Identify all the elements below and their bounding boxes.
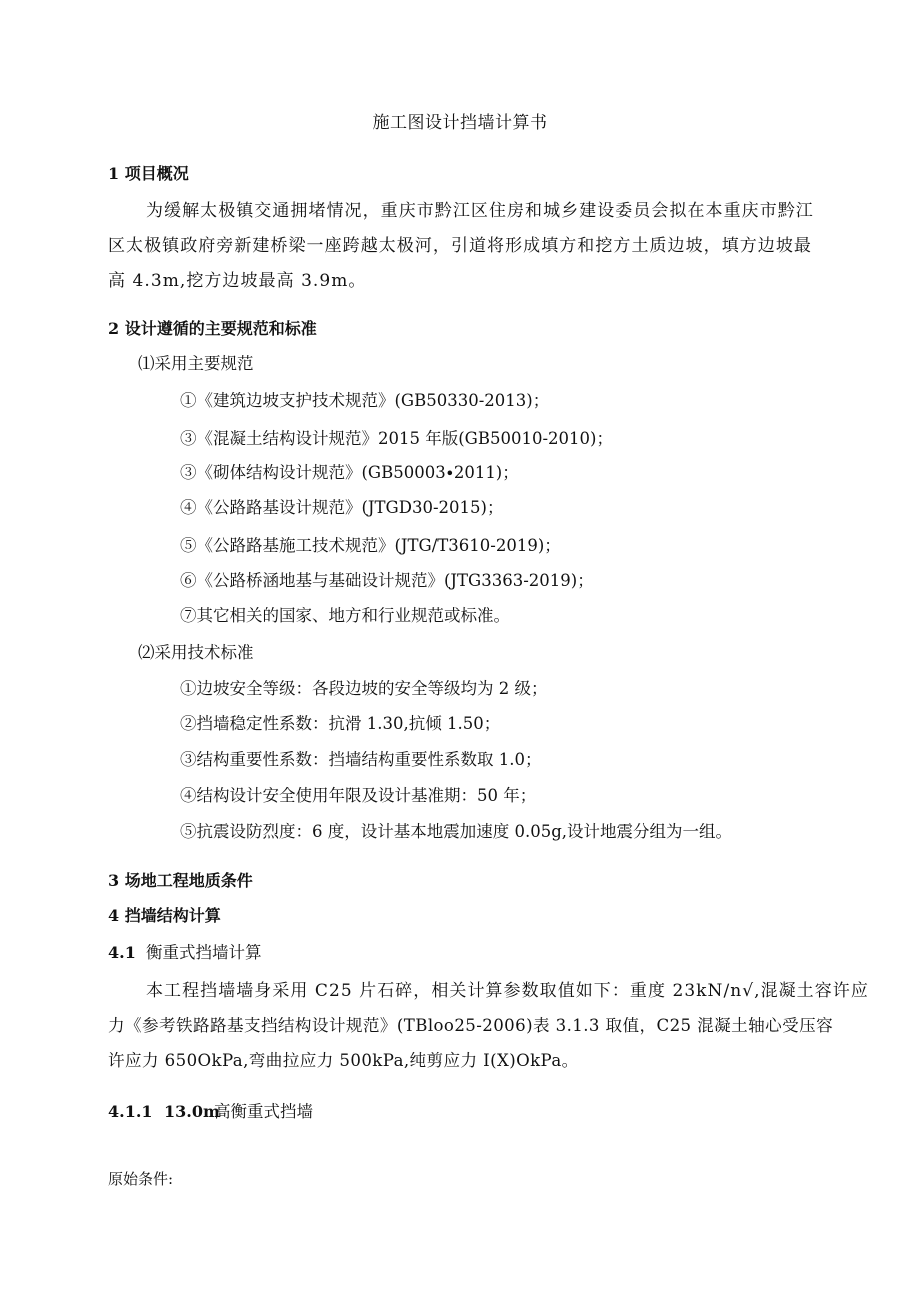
section-4-1-1-height: 13.0m: [164, 1102, 220, 1121]
section-1-paragraph-line-2: 区太极镇政府旁新建桥梁一座跨越太极河，引道将形成填方和挖方土质边坡，填方边坡最: [108, 236, 812, 256]
section-4-1-paragraph-line-2: 力《参考铁路路基支挡结构设计规范》(TBloo25-2006)表 3.1.3 取值，C25 混凝土轴心受压容: [108, 1016, 834, 1035]
section-3-heading: 3 场地工程地质条件: [108, 871, 253, 890]
section-1-heading: 1 项目概况: [108, 164, 189, 183]
section-1-paragraph-line-3: 高 4.3m,挖方边坡最高 3.9m。: [108, 271, 367, 291]
standard-item: ⑤《公路路基施工技术规范》(JTG/T3610-2019)；: [180, 536, 561, 555]
standard-item: ③《混凝土结构设计规范》2015 年版(GB50010-2010)；: [180, 429, 613, 448]
technical-standard-item: ④结构设计安全使用年限及设计基准期：50 年；: [180, 786, 537, 805]
standard-item: ④《公路路基设计规范》(JTGD30-2015)；: [180, 498, 504, 517]
section-2-sub-2-heading: ⑵采用技术标准: [138, 643, 254, 662]
section-4-1-number: 4.1: [108, 943, 136, 962]
technical-standard-item: ⑤抗震设防烈度：6 度，设计基本地震加速度 0.05g,设计地震分组为一组。: [180, 822, 733, 841]
page-title: 施工图设计挡墙计算书: [372, 113, 548, 133]
section-4-1-1-number: 4.1.1: [108, 1102, 153, 1121]
section-4-1-paragraph-line-3: 许应力 650OkPa,弯曲拉应力 500kPa,纯剪应力 I(X)OkPa。: [108, 1051, 579, 1070]
section-4-heading: 4 挡墙结构计算: [108, 906, 221, 925]
technical-standard-item: ③结构重要性系数：挡墙结构重要性系数取 1.0；: [180, 750, 542, 769]
section-4-1-1-heading: 高衡重式挡墙: [214, 1102, 313, 1121]
standard-item: ⑦其它相关的国家、地方和行业规范或标准。: [180, 606, 510, 625]
standard-item: ③《砌体结构设计规范》(GB50003∙2011)；: [180, 463, 519, 482]
section-1-paragraph-line-1: 为缓解太极镇交通拥堵情况，重庆市黔江区住房和城乡建设委员会拟在本重庆市黔江: [146, 201, 814, 221]
section-4-1-paragraph-line-1: 本工程挡墙墙身采用 C25 片石碎，相关计算参数取值如下：重度 23kN∕n√,混凝土容许应: [146, 981, 869, 1001]
section-2-heading: 2 设计遵循的主要规范和标准: [108, 319, 317, 338]
technical-standard-item: ②挡墙稳定性系数：抗滑 1.30,抗倾 1.50；: [180, 714, 501, 733]
technical-standard-item: ①边坡安全等级：各段边坡的安全等级均为 2 级；: [180, 679, 548, 698]
standard-item: ①《建筑边坡支护技术规范》(GB50330-2013)；: [180, 391, 550, 410]
section-2-sub-1-heading: ⑴采用主要规范: [138, 354, 254, 373]
original-conditions-label: 原始条件:: [108, 1170, 174, 1188]
section-4-1-heading: 衡重式挡墙计算: [146, 943, 262, 962]
standard-item: ⑥《公路桥涵地基与基础设计规范》(JTG3363-2019)；: [180, 571, 594, 590]
